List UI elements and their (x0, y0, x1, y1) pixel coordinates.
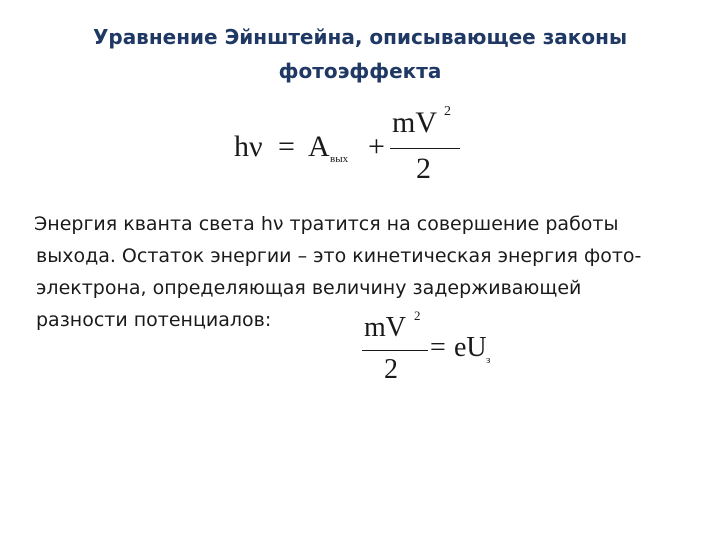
kinetic-energy-denominator: 2 (416, 152, 431, 185)
work-function-subscript: вых (330, 153, 349, 165)
velocity-exponent: 2 (444, 104, 451, 119)
kinetic-energy-numerator: mV (364, 312, 406, 343)
photon-energy-term: hν (234, 130, 263, 163)
paragraph-line-3: электрона, определяющая величину задерживающей (36, 277, 582, 299)
equals-sign: = (430, 332, 446, 363)
fraction-bar (390, 148, 460, 149)
work-function-symbol: A (308, 130, 330, 163)
paragraph-line-1: Энергия кванта света hν тратится на совершение работы (34, 213, 619, 235)
slide-title-line-2: фотоэффекта (278, 59, 442, 83)
plus-sign: + (368, 130, 385, 163)
equals-sign: = (278, 130, 295, 163)
stopping-voltage-subscript: з (486, 354, 491, 366)
slide-title (40, 20, 680, 88)
slide-title-line-1: Уравнение Эйнштейна, описывающее законы (92, 25, 628, 49)
kinetic-energy-numerator: mV (392, 106, 437, 139)
fraction-bar (362, 350, 428, 351)
paragraph-line-2: выхода. Остаток энергии – это кинетическая энергия фото- (36, 245, 642, 267)
paragraph-line-4: разности потенциалов: (36, 309, 272, 331)
electric-energy-term: eU (454, 332, 487, 363)
velocity-exponent: 2 (414, 308, 421, 323)
kinetic-energy-denominator: 2 (384, 354, 398, 385)
